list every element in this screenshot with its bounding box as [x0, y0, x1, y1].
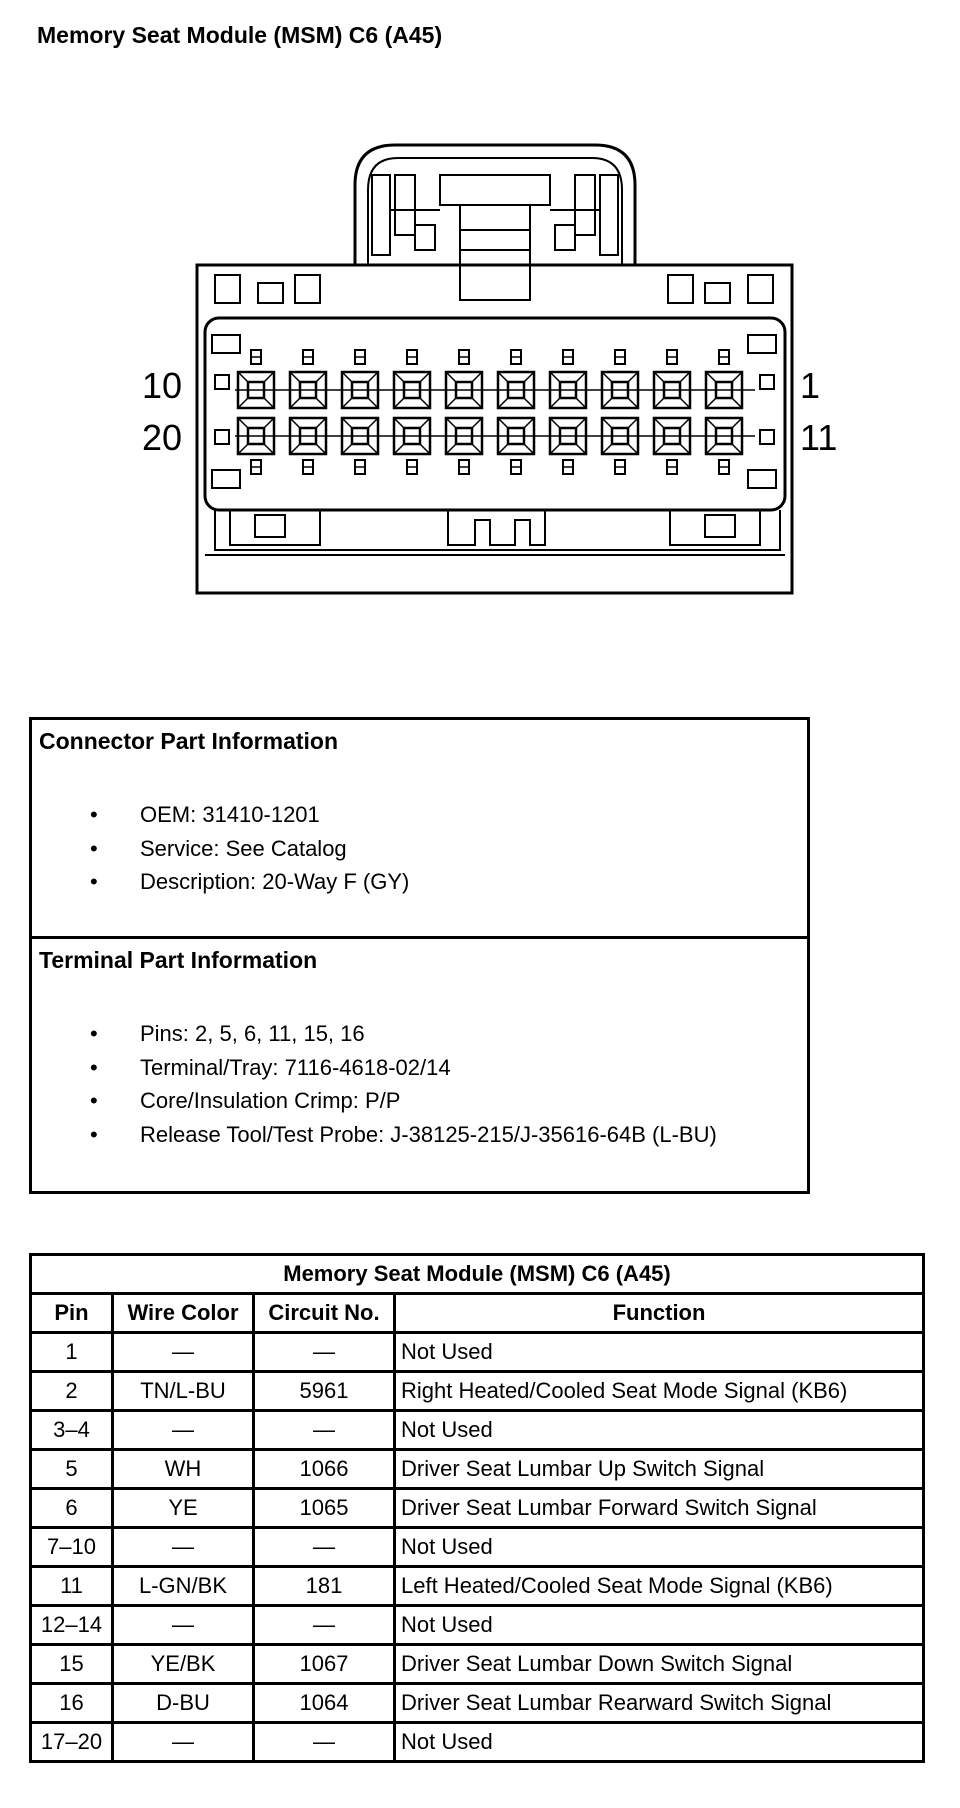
connector-inner-face [205, 318, 785, 510]
circuit-no-cell: 1066 [254, 1450, 395, 1489]
terminal-part-info-list [32, 1017, 717, 1151]
cavity-detail-line [498, 398, 508, 408]
circuit-no-cell: — [254, 1528, 395, 1567]
cavity-detail-line [576, 372, 586, 382]
pin-label-10: 10 [142, 365, 183, 406]
cavity-detail-line [394, 418, 404, 428]
cavity-detail-line [706, 372, 716, 382]
connector-cavities [238, 350, 742, 474]
connector-part-info-list [32, 798, 409, 899]
bullet-icon: • [90, 1021, 98, 1046]
function-cell: Driver Seat Lumbar Down Switch Signal [395, 1645, 924, 1684]
cavity-detail-line [342, 418, 352, 428]
table-row [31, 1372, 924, 1411]
wire-color-cell: YE [113, 1489, 254, 1528]
cavity-detail-line [628, 372, 638, 382]
table-row [31, 1684, 924, 1723]
cavity-detail-line [524, 418, 534, 428]
info-list-item: • Core/Insulation Crimp: P/P [32, 1084, 717, 1118]
info-list-item: • Release Tool/Test Probe: J-38125-215/J-35616-64B (L-BU) [32, 1118, 717, 1152]
cavity-detail-line [420, 372, 430, 382]
pin-cell: 11 [31, 1567, 113, 1606]
wire-color-cell: — [113, 1723, 254, 1762]
wire-color-cell: — [113, 1606, 254, 1645]
pin-label-1: 1 [800, 365, 821, 406]
pin-cell: 5 [31, 1450, 113, 1489]
pin-cell: 7–10 [31, 1528, 113, 1567]
info-list-item: • Terminal/Tray: 7116-4618-02/14 [32, 1051, 717, 1085]
circuit-no-cell: 5961 [254, 1372, 395, 1411]
cavity-detail-line [732, 398, 742, 408]
cavity-detail-line [238, 372, 248, 382]
cavity-detail-line [446, 372, 456, 382]
table-row [31, 1567, 924, 1606]
pin-cell: 12–14 [31, 1606, 113, 1645]
table-row [31, 1645, 924, 1684]
function-cell: Driver Seat Lumbar Up Switch Signal [395, 1450, 924, 1489]
bullet-icon: • [90, 835, 98, 861]
cavity-detail-line [264, 444, 274, 454]
cavity-detail-line [524, 372, 534, 382]
info-list-item: • Description: 20-Way F (GY) [32, 865, 409, 899]
function-cell: Not Used [395, 1333, 924, 1372]
pin-table [29, 1253, 925, 1763]
info-list-item: • Service: See Catalog [32, 832, 409, 866]
bullet-icon: • [90, 1121, 98, 1147]
pin-cell: 15 [31, 1645, 113, 1684]
cavity-detail-line [264, 372, 274, 382]
cavity-detail-line [394, 372, 404, 382]
cavity-detail-line [498, 444, 508, 454]
cavity-detail-line [550, 372, 560, 382]
circuit-no-cell: 1065 [254, 1489, 395, 1528]
cavity-detail-line [680, 418, 690, 428]
cavity-detail-line [316, 418, 326, 428]
table-row [31, 1411, 924, 1450]
circuit-no-cell: — [254, 1606, 395, 1645]
wire-color-cell: D-BU [113, 1684, 254, 1723]
function-cell: Not Used [395, 1528, 924, 1567]
cavity-detail-line [420, 418, 430, 428]
terminal-part-info-box [29, 936, 810, 1194]
cavity-detail-line [290, 444, 300, 454]
pin-cell: 16 [31, 1684, 113, 1723]
cavity-detail-line [290, 398, 300, 408]
cavity-detail-line [680, 398, 690, 408]
wire-color-cell: TN/L-BU [113, 1372, 254, 1411]
function-cell: Not Used [395, 1723, 924, 1762]
circuit-no-cell: — [254, 1723, 395, 1762]
cavity-detail-line [342, 372, 352, 382]
cavity-detail-line [446, 444, 456, 454]
pin-table-header-pin: Pin [31, 1294, 113, 1333]
cavity-detail-line [368, 418, 378, 428]
cavity-detail-line [628, 418, 638, 428]
page-title: Memory Seat Module (MSM) C6 (A45) [37, 22, 443, 48]
cavity-detail-line [550, 444, 560, 454]
pin-table-header-wire-color: Wire Color [113, 1294, 254, 1333]
bullet-icon: • [90, 869, 98, 894]
pin-cell: 2 [31, 1372, 113, 1411]
cavity-detail-line [446, 418, 456, 428]
cavity-detail-line [706, 398, 716, 408]
cavity-detail-line [732, 418, 742, 428]
function-cell: Right Heated/Cooled Seat Mode Signal (KB6) [395, 1372, 924, 1411]
cavity-detail-line [576, 444, 586, 454]
cavity-detail-line [628, 444, 638, 454]
table-row [31, 1489, 924, 1528]
circuit-no-cell: 181 [254, 1567, 395, 1606]
cavity-detail-line [316, 372, 326, 382]
function-cell: Left Heated/Cooled Seat Mode Signal (KB6) [395, 1567, 924, 1606]
pin-label-11: 11 [800, 417, 838, 458]
wire-color-cell: — [113, 1411, 254, 1450]
connector-housing [197, 265, 792, 593]
cavity-detail-line [238, 444, 248, 454]
circuit-no-cell: — [254, 1411, 395, 1450]
cavity-detail-line [550, 418, 560, 428]
table-row [31, 1450, 924, 1489]
cavity-detail-line [498, 372, 508, 382]
wire-color-cell: WH [113, 1450, 254, 1489]
circuit-no-cell: — [254, 1333, 395, 1372]
cavity-detail-line [316, 444, 326, 454]
cavity-detail-line [654, 372, 664, 382]
cavity-detail-line [472, 372, 482, 382]
bullet-icon: • [90, 1054, 98, 1080]
cavity-detail-line [420, 398, 430, 408]
pin-label-20: 20 [142, 417, 183, 458]
pin-table-header-function: Function [395, 1294, 924, 1333]
wire-color-cell: YE/BK [113, 1645, 254, 1684]
pin-cell: 3–4 [31, 1411, 113, 1450]
cavity-detail-line [472, 444, 482, 454]
cavity-detail-line [342, 444, 352, 454]
circuit-no-cell: 1064 [254, 1684, 395, 1723]
bullet-icon: • [90, 1088, 98, 1113]
cavity-detail-line [264, 418, 274, 428]
cavity-detail-line [602, 372, 612, 382]
cavity-detail-line [524, 398, 534, 408]
wire-color-cell: L-GN/BK [113, 1567, 254, 1606]
cavity-detail-line [264, 398, 274, 408]
terminal-part-info-title: Terminal Part Information [39, 947, 318, 973]
cavity-detail-line [732, 372, 742, 382]
cavity-detail-line [706, 444, 716, 454]
cavity-detail-line [238, 418, 248, 428]
cavity-detail-line [420, 444, 430, 454]
cavity-detail-line [368, 372, 378, 382]
connector-part-info-title: Connector Part Information [39, 728, 339, 754]
table-row [31, 1606, 924, 1645]
cavity-detail-line [238, 398, 248, 408]
cavity-detail-line [654, 444, 664, 454]
wire-color-cell: — [113, 1528, 254, 1567]
cavity-detail-line [368, 444, 378, 454]
function-cell: Not Used [395, 1411, 924, 1450]
pin-table-body [31, 1333, 924, 1762]
cavity-detail-line [498, 418, 508, 428]
cavity-detail-line [368, 398, 378, 408]
table-row [31, 1723, 924, 1762]
cavity-detail-line [290, 372, 300, 382]
cavity-detail-line [680, 444, 690, 454]
cavity-detail-line [602, 398, 612, 408]
cavity-detail-line [654, 398, 664, 408]
cavity-detail-line [628, 398, 638, 408]
function-cell: Driver Seat Lumbar Rearward Switch Signal [395, 1684, 924, 1723]
info-list-item: • OEM: 31410-1201 [32, 798, 409, 832]
cavity-detail-line [576, 418, 586, 428]
cavity-detail-line [602, 418, 612, 428]
function-cell: Driver Seat Lumbar Forward Switch Signal [395, 1489, 924, 1528]
cavity-detail-line [342, 398, 352, 408]
circuit-no-cell: 1067 [254, 1645, 395, 1684]
cavity-detail-line [654, 418, 664, 428]
pin-table-header-circuit-no: Circuit No. [254, 1294, 395, 1333]
cavity-detail-line [446, 398, 456, 408]
info-list-item: • Pins: 2, 5, 6, 11, 15, 16 [32, 1017, 717, 1051]
cavity-detail-line [550, 398, 560, 408]
cavity-detail-line [732, 444, 742, 454]
function-cell: Not Used [395, 1606, 924, 1645]
cavity-detail-line [524, 444, 534, 454]
connector-face-diagram [0, 0, 960, 640]
pin-table-title: Memory Seat Module (MSM) C6 (A45) [31, 1255, 924, 1294]
cavity-detail-line [472, 418, 482, 428]
pin-cell: 6 [31, 1489, 113, 1528]
cavity-detail-line [472, 398, 482, 408]
cavity-detail-line [394, 444, 404, 454]
cavity-detail-line [316, 398, 326, 408]
cavity-detail-line [394, 398, 404, 408]
table-row [31, 1333, 924, 1372]
wire-color-cell: — [113, 1333, 254, 1372]
table-row [31, 1528, 924, 1567]
connector-part-info-box [29, 717, 810, 939]
bullet-icon: • [90, 802, 98, 827]
cavity-detail-line [602, 444, 612, 454]
pin-cell: 17–20 [31, 1723, 113, 1762]
pin-cell: 1 [31, 1333, 113, 1372]
cavity-detail-line [706, 418, 716, 428]
cavity-detail-line [576, 398, 586, 408]
cavity-detail-line [290, 418, 300, 428]
cavity-detail-line [680, 372, 690, 382]
